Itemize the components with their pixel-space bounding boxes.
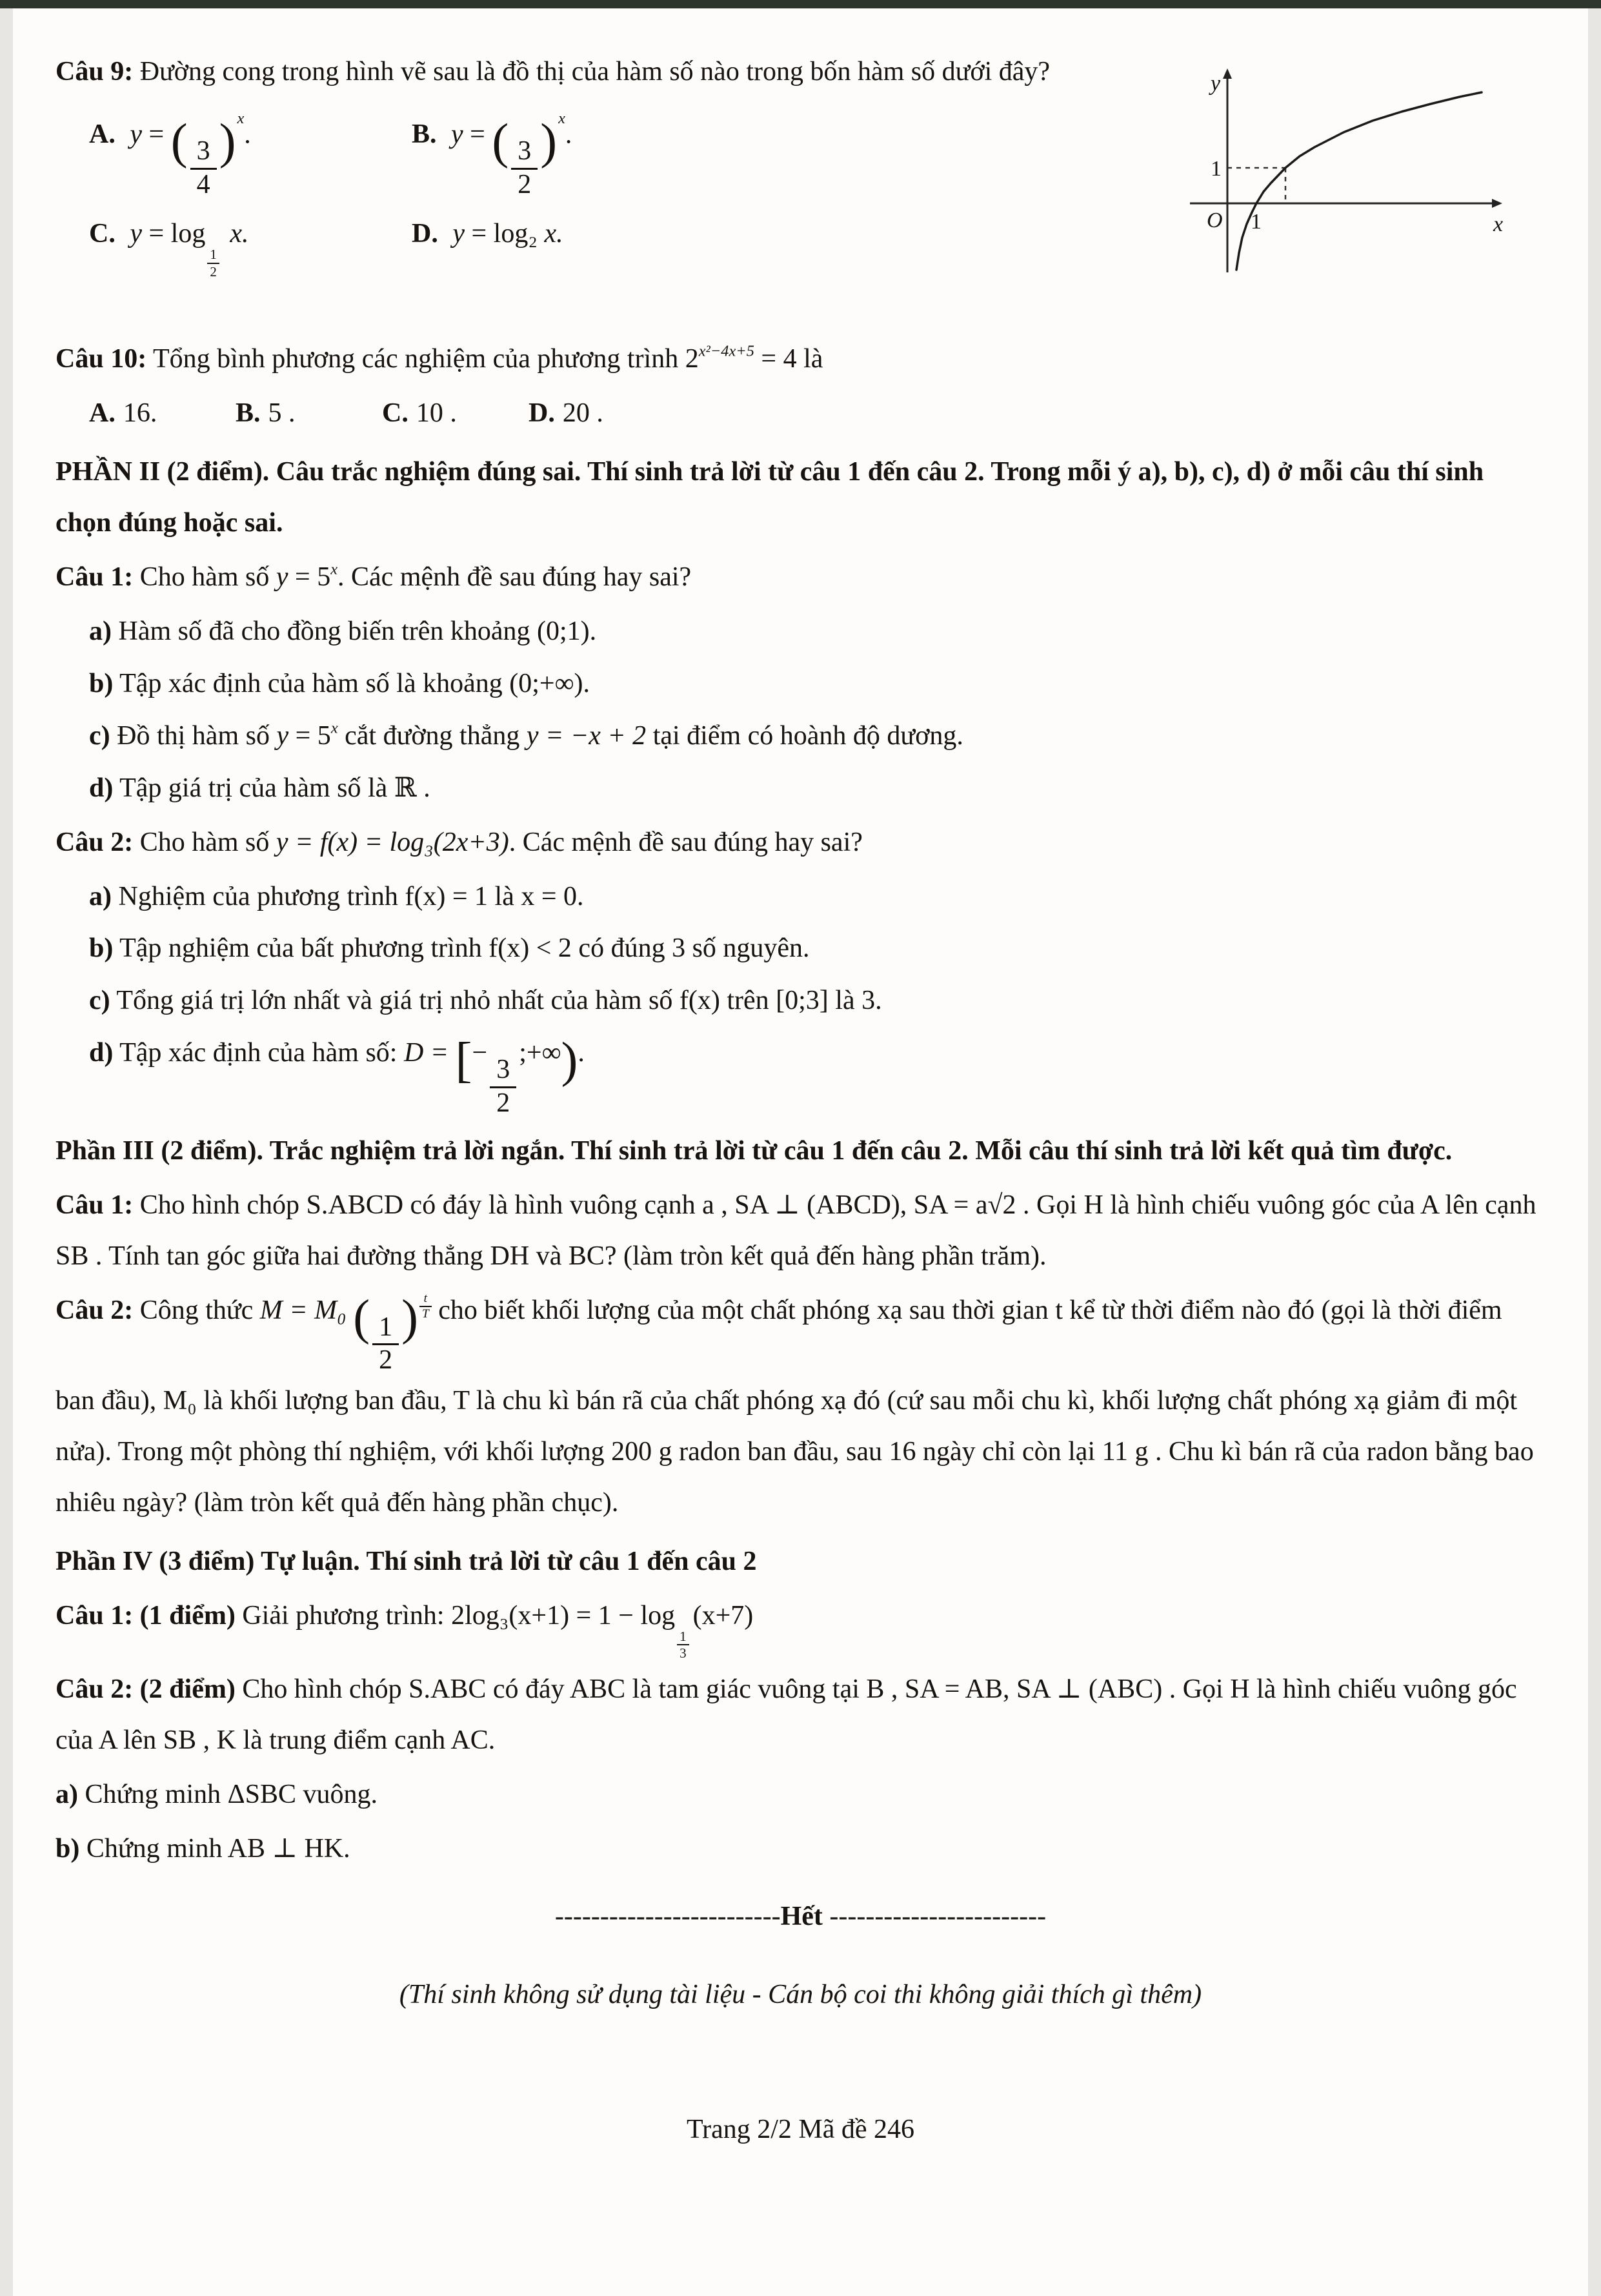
p2q1-label: Câu 1:: [55, 562, 134, 592]
formula-eq: = 5: [295, 562, 331, 592]
p4q2-text: Cho hình chóp S.ABC có đáy ABC là tam giác vuông tại B , SA = AB, SA ⊥ (ABC) . Gọi H là hình chiếu vuông góc của A lên SB , K là trung điểm cạnh AC.: [55, 1674, 1517, 1756]
q9-options: [89, 104, 1184, 279]
option-value: 20 .: [562, 398, 603, 428]
equation-part-2: (x+7): [692, 1600, 754, 1631]
fraction-numerator: 1: [210, 247, 217, 263]
origin-label: O: [1207, 208, 1223, 232]
fraction-numerator: 3: [496, 1055, 510, 1085]
item-text: Chứng minh AB ⊥ HK.: [86, 1833, 350, 1864]
fraction-numerator: 1: [680, 1628, 687, 1644]
right-paren: ): [219, 113, 236, 169]
item-text: Chứng minh ΔSBC vuông.: [85, 1780, 378, 1809]
item-letter: a): [89, 881, 112, 911]
p2q2-post: . Các mệnh đề sau đúng hay sai?: [508, 827, 863, 857]
log-base: = log₂: [471, 219, 538, 249]
p2q2-item-a: [89, 871, 1546, 922]
left-paren: (: [492, 113, 509, 169]
fraction: [372, 1313, 399, 1376]
right-paren: ): [401, 1289, 418, 1345]
y-axis-label: y: [1211, 72, 1221, 96]
fraction-denominator: 2: [372, 1343, 399, 1375]
period: .: [244, 119, 251, 150]
part2-question-2: [55, 817, 1546, 1119]
exponent: x: [237, 109, 245, 127]
item-text: tại điểm có hoành độ dương.: [652, 720, 963, 751]
p4q2-label: Câu 2: (2 điểm): [55, 1674, 236, 1705]
item-letter: a): [55, 1780, 78, 1809]
q10-options: [89, 388, 1546, 439]
p2q2-item-c: [89, 975, 1546, 1026]
period: .: [578, 1038, 585, 1068]
q10-formula-exponent: x²−4x+5: [698, 342, 754, 360]
scan-top-bar: [0, 0, 1601, 8]
left-bracket: [: [455, 1031, 472, 1088]
exam-note: (Thí sinh không sử dụng tài liệu - Cán bộ coi thi không giải thích gì thêm): [399, 1979, 1202, 2009]
x-axis-label: x: [1493, 212, 1504, 236]
q10-label: Câu 10:: [55, 344, 147, 374]
x-tick-label: 1: [1251, 210, 1262, 234]
formula-var: y: [276, 562, 288, 592]
exponent: x: [330, 719, 338, 737]
question-9: [55, 46, 1546, 330]
question-10: [55, 334, 1546, 439]
formula-eq: = 5: [295, 720, 331, 751]
item-letter: a): [89, 616, 112, 646]
dashes-left: -------------------------: [554, 1901, 781, 1931]
fraction-denominator: 4: [190, 168, 217, 199]
x-axis-arrow-icon: [1492, 199, 1502, 208]
decay-formula-lhs: M = M₀: [259, 1295, 347, 1325]
exponent: x: [330, 560, 338, 578]
p3q2-text: cho biết khối lượng của một chất phóng xạ sau thời gian t kể từ thời điểm nào đó (gọi là thời điểm ban đầu), M₀ là khối lượng ban đầu, T là chu kì bán rã của chất phóng xạ đó (cứ sau mỗi chu kì, khối lượng chất phóng xạ giảm đi một nửa). Trong một phòng thí nghiệm, với khối lượng 200 g radon ban đầu, sau 16 ngày chỉ còn lại 11 g . Chu kì bán rã của radon bằng bao nhiêu ngày? (làm tròn kết quả đến hàng phần chục).: [55, 1295, 1534, 1518]
part3-question-1: [55, 1180, 1546, 1282]
option-letter: D.: [412, 219, 438, 249]
fraction-numerator: 3: [196, 136, 210, 167]
period: .: [565, 119, 572, 150]
option-value: 16.: [123, 398, 157, 428]
part3-header: Phần III (2 điểm). Trắc nghiệm trả lời ngắn. Thí sinh trả lời từ câu 1 đến câu 2. Mỗi câu thí sinh trả lời kết quả tìm được.: [55, 1136, 1453, 1166]
item-text: Tập nghiệm của bất phương trình f(x) < 2 có đúng 3 số nguyên.: [119, 933, 810, 964]
p2q1-post: . Các mệnh đề sau đúng hay sai?: [337, 562, 692, 592]
p4q1-label: Câu 1: (1 điểm): [55, 1600, 236, 1631]
equals: =: [470, 119, 485, 150]
log-curve: [1236, 92, 1482, 270]
right-paren: ): [540, 113, 558, 169]
option-value: 5 .: [268, 398, 296, 428]
equals: =: [148, 119, 165, 150]
q10-option-d: [529, 388, 603, 439]
p3q1-text: Cho hình chóp S.ABCD có đáy là hình vuông cạnh a , SA ⊥ (ABCD), SA = a√2 . Gọi H là hình chiếu vuông góc của A lên cạnh SB . Tính tan góc giữa hai đường thẳng DH và BC? (làm tròn kết quả đến hàng phần trăm).: [55, 1190, 1536, 1272]
p2q1-item-d: [89, 763, 1546, 814]
q10-tail: là: [803, 344, 823, 374]
p2q2-item-d: [89, 1028, 1546, 1118]
option-letter: B.: [412, 119, 437, 150]
q10-text: Tổng bình phương các nghiệm của phương trình: [152, 344, 679, 374]
argument: x.: [230, 219, 249, 249]
fraction: [190, 137, 217, 199]
q9-question: [55, 46, 1184, 97]
item-text: Đồ thị hàm số: [117, 720, 270, 751]
item-text: Hàm số đã cho đồng biến trên khoảng (0;1).: [118, 616, 597, 646]
item-text: Tập xác định của hàm số:: [119, 1038, 398, 1068]
formula-var: y: [276, 720, 289, 751]
q9-graph-figure: [1182, 65, 1508, 295]
fraction-denominator: T: [419, 1306, 432, 1321]
dashes-right: ------------------------: [829, 1901, 1047, 1931]
q10-formula-equals: = 4: [761, 344, 797, 374]
p2q1-item-c: [89, 711, 1546, 762]
q10-formula-base: 2: [685, 344, 699, 374]
part4-question-2: [55, 1664, 1546, 1874]
interval-tail: ;+∞: [519, 1038, 561, 1068]
log-base: = log: [148, 219, 206, 249]
q9-option-c: [89, 208, 412, 279]
option-letter: C.: [89, 219, 116, 249]
item-text: cắt đường thẳng: [345, 720, 520, 751]
q10-option-a: [89, 388, 236, 439]
part2-question-1: [55, 552, 1546, 814]
log-formula: y = f(x) = log₃(2x+3): [276, 827, 509, 857]
p3q2-pre: Công thức: [139, 1295, 254, 1325]
q9-option-d: [412, 208, 572, 279]
p4q2-item-a: [55, 1769, 1546, 1820]
p2q2-item-b: [89, 923, 1546, 974]
exponent: x: [558, 109, 565, 127]
item-letter: c): [89, 720, 110, 751]
item-letter: b): [55, 1833, 80, 1864]
end-divider: [55, 1891, 1546, 1942]
log-subscript-fraction: [207, 247, 219, 279]
p3q2-label: Câu 2:: [55, 1295, 134, 1325]
formula-var: y: [130, 119, 142, 150]
equation-part-1: 2log₃(x+1) = 1 − log: [451, 1600, 676, 1631]
minus-sign: −: [472, 1038, 488, 1068]
option-value: 10 .: [416, 398, 457, 428]
argument: x.: [544, 219, 563, 249]
option-letter: D.: [529, 398, 555, 428]
line-equation: y = −x + 2: [526, 720, 647, 751]
p4q2-item-b: [55, 1824, 1546, 1874]
fraction-denominator: 2: [490, 1086, 516, 1118]
option-letter: B.: [236, 398, 261, 428]
p2q1-item-a: [89, 606, 1546, 657]
fraction: [511, 137, 538, 199]
option-letter: A.: [89, 398, 116, 428]
fraction-numerator: 1: [379, 1312, 393, 1343]
item-letter: b): [89, 933, 114, 964]
q9-option-b: [412, 104, 572, 199]
p2q1-pre: Cho hàm số: [139, 562, 270, 592]
formula-var: y: [130, 219, 142, 249]
exam-page: [13, 8, 1588, 2296]
right-paren: ): [561, 1031, 578, 1088]
item-text: Tập xác định của hàm số là khoảng (0;+∞).: [119, 668, 590, 698]
q10-option-c: [382, 388, 529, 439]
formula-var: y: [452, 219, 465, 249]
item-letter: d): [89, 1038, 114, 1068]
part4-header: Phần IV (3 điểm) Tự luận. Thí sinh trả lời từ câu 1 đến câu 2: [55, 1546, 757, 1576]
item-text: Nghiệm của phương trình f(x) = 1 là x = 0.: [118, 881, 584, 911]
page-footer: Trang 2/2 Mã đề 246: [686, 2114, 915, 2144]
fraction: [490, 1055, 516, 1118]
fraction-numerator: 3: [518, 136, 532, 167]
p4q1-pre: Giải phương trình:: [242, 1600, 445, 1631]
domain-lhs: D =: [403, 1038, 449, 1068]
exponent-fraction: [419, 1292, 432, 1321]
p3q1-label: Câu 1:: [55, 1190, 134, 1221]
part2-header: PHẦN II (2 điểm). Câu trắc nghiệm đúng sai. Thí sinh trả lời từ câu 1 đến câu 2. Trong mỗi ý a), b), c), d) ở mỗi câu thí sinh chọn đúng hoặc sai.: [55, 456, 1484, 538]
item-text: Tập giá trị của hàm số là ℝ .: [119, 773, 430, 803]
p2q1-head: [55, 552, 1546, 603]
item-letter: b): [89, 668, 114, 698]
item-letter: d): [89, 773, 114, 803]
p4q2-head: [55, 1664, 1546, 1766]
option-letter: A.: [89, 119, 116, 150]
q9-option-a: [89, 104, 412, 199]
y-tick-label: 1: [1211, 157, 1222, 181]
item-text: Tổng giá trị lớn nhất và giá trị nhỏ nhất của hàm số f(x) trên [0;3] là 3.: [116, 986, 882, 1016]
fraction-denominator: 2: [207, 263, 219, 279]
item-letter: c): [89, 986, 110, 1016]
part3-question-2: [55, 1285, 1546, 1529]
part4-question-1: [55, 1590, 1546, 1661]
fraction-denominator: 3: [677, 1644, 689, 1661]
function-graph: [1182, 65, 1508, 278]
y-axis-arrow-icon: [1223, 68, 1232, 79]
end-label: Hết: [780, 1901, 823, 1931]
p2q1-item-b: [89, 658, 1546, 709]
fraction-numerator: t: [423, 1291, 428, 1305]
p2q2-label: Câu 2:: [55, 827, 134, 857]
left-paren: (: [353, 1289, 370, 1345]
left-paren: (: [170, 113, 188, 169]
q10-option-b: [236, 388, 382, 439]
q10-question: [55, 334, 1546, 385]
option-letter: C.: [382, 398, 408, 428]
p2q2-head: [55, 817, 1546, 868]
fraction-denominator: 2: [511, 168, 538, 199]
q9-label: Câu 9:: [55, 57, 134, 86]
formula-var: y: [451, 119, 463, 150]
log-subscript-fraction: [677, 1629, 689, 1661]
p2q2-pre: Cho hàm số: [139, 827, 270, 857]
q9-text: Đường cong trong hình vẽ sau là đồ thị của hàm số nào trong bốn hàm số dưới đây?: [139, 57, 1051, 86]
